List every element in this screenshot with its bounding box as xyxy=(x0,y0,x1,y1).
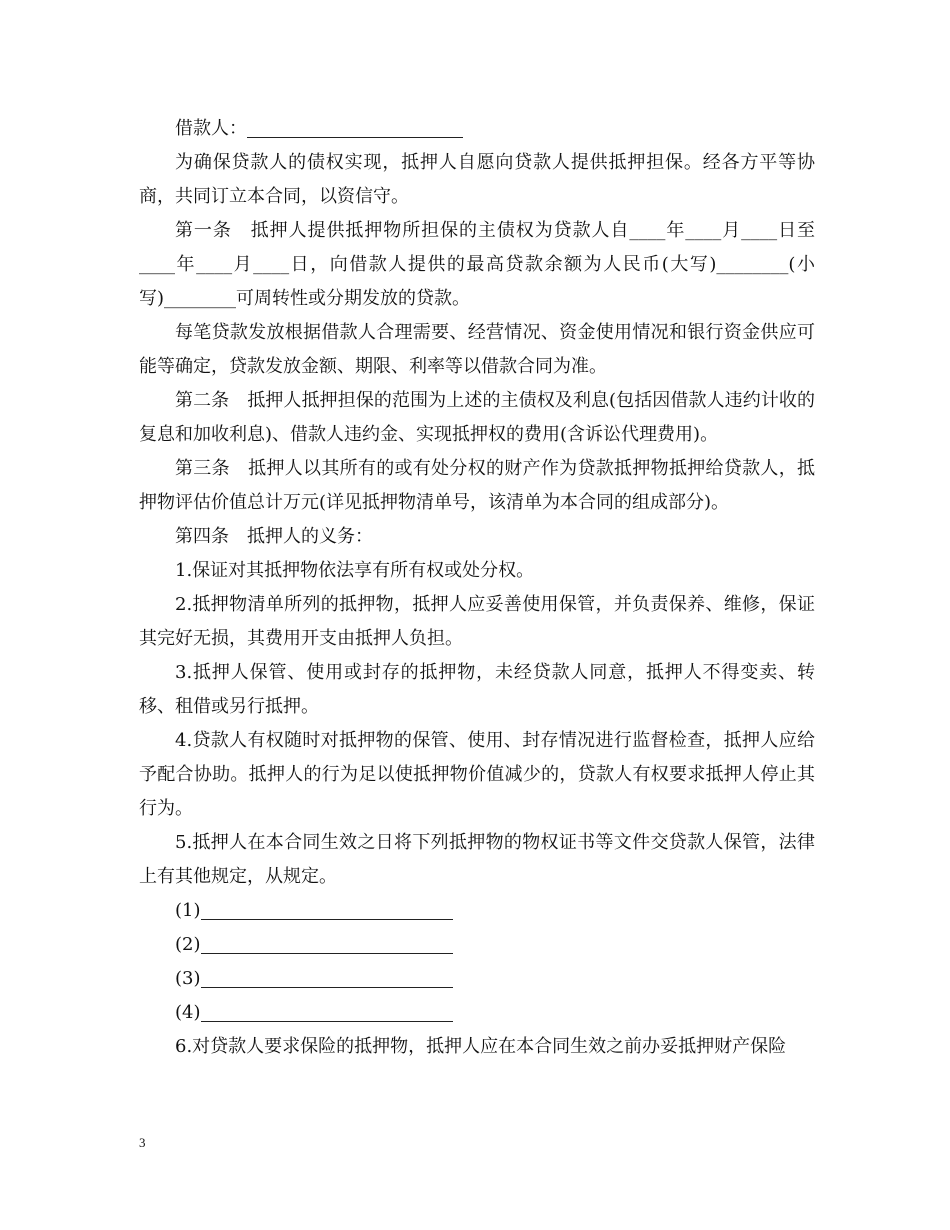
list-item-number: (3) xyxy=(175,968,201,989)
list-item xyxy=(139,996,815,1030)
list-item-blank xyxy=(201,1001,453,1022)
document-body xyxy=(139,112,815,1064)
paragraph-obligation-5: 5.抵押人在本合同生效之日将下列抵押物的物权证书等文件交贷款人保管，法律上有其他规定，从规定。 xyxy=(139,832,815,887)
paragraph-loan-release: 每笔贷款发放根据借款人合理需要、经营情况、资金使用情况和银行资金供应可能等确定，贷款发放金额、期限、利率等以借款合同为准。 xyxy=(139,322,815,377)
list-item xyxy=(139,894,815,928)
borrower-blank xyxy=(247,117,463,138)
paragraph-obligation-4: 4.贷款人有权随时对抵押物的保管、使用、封存情况进行监督检查，抵押人应给予配合协助。抵押人的行为足以使抵押物价值减少的，贷款人有权要求抵押人停止其行为。 xyxy=(139,730,815,819)
list-item-number: (2) xyxy=(175,934,201,955)
paragraph-preamble: 为确保贷款人的债权实现，抵押人自愿向贷款人提供抵押担保。经各方平等协商，共同订立本合同，以资信守。 xyxy=(139,152,815,207)
borrower-label: 借款人： xyxy=(175,118,247,139)
page-number: 3 xyxy=(139,1135,146,1150)
paragraph-article-1: 第一条 抵押人提供抵押物所担保的主债权为贷款人自____年____月____日至____年____月____日，向借款人提供的最高贷款余额为人民币(大写)________(小写)________可周转性或分期发放的贷款。 xyxy=(139,220,815,309)
paragraph-obligation-1: 1.保证对其抵押物依法享有所有权或处分权。 xyxy=(175,560,535,581)
list-item xyxy=(139,928,815,962)
paragraph-article-2: 第二条 抵押人抵押担保的范围为上述的主债权及利息(包括因借款人违约计收的复息和加收利息)、借款人违约金、实现抵押权的费用(含诉讼代理费用)。 xyxy=(139,390,815,445)
list-item xyxy=(139,962,815,996)
list-item-blank xyxy=(201,899,453,920)
list-item-blank xyxy=(201,933,453,954)
list-item-number: (1) xyxy=(175,900,201,921)
paragraph-article-3: 第三条 抵押人以其所有的或有处分权的财产作为贷款抵押物抵押给贷款人，抵押物评估价值总计万元(详见抵押物清单号，该清单为本合同的组成部分)。 xyxy=(139,458,815,513)
paragraph-article-4: 第四条 抵押人的义务： xyxy=(175,526,373,547)
list-item-number: (4) xyxy=(175,1002,201,1023)
list-item-blank xyxy=(201,967,453,988)
paragraph-obligation-3: 3.抵押人保管、使用或封存的抵押物，未经贷款人同意，抵押人不得变卖、转移、租借或另行抵押。 xyxy=(139,662,815,717)
paragraph-obligation-2: 2.抵押物清单所列的抵押物，抵押人应妥善使用保管，并负责保养、维修，保证其完好无损，其费用开支由抵押人负担。 xyxy=(139,594,815,649)
borrower-line xyxy=(139,112,815,146)
paragraph-obligation-6: 6.对贷款人要求保险的抵押物，抵押人应在本合同生效之前办妥抵押财产保险 xyxy=(175,1036,787,1057)
